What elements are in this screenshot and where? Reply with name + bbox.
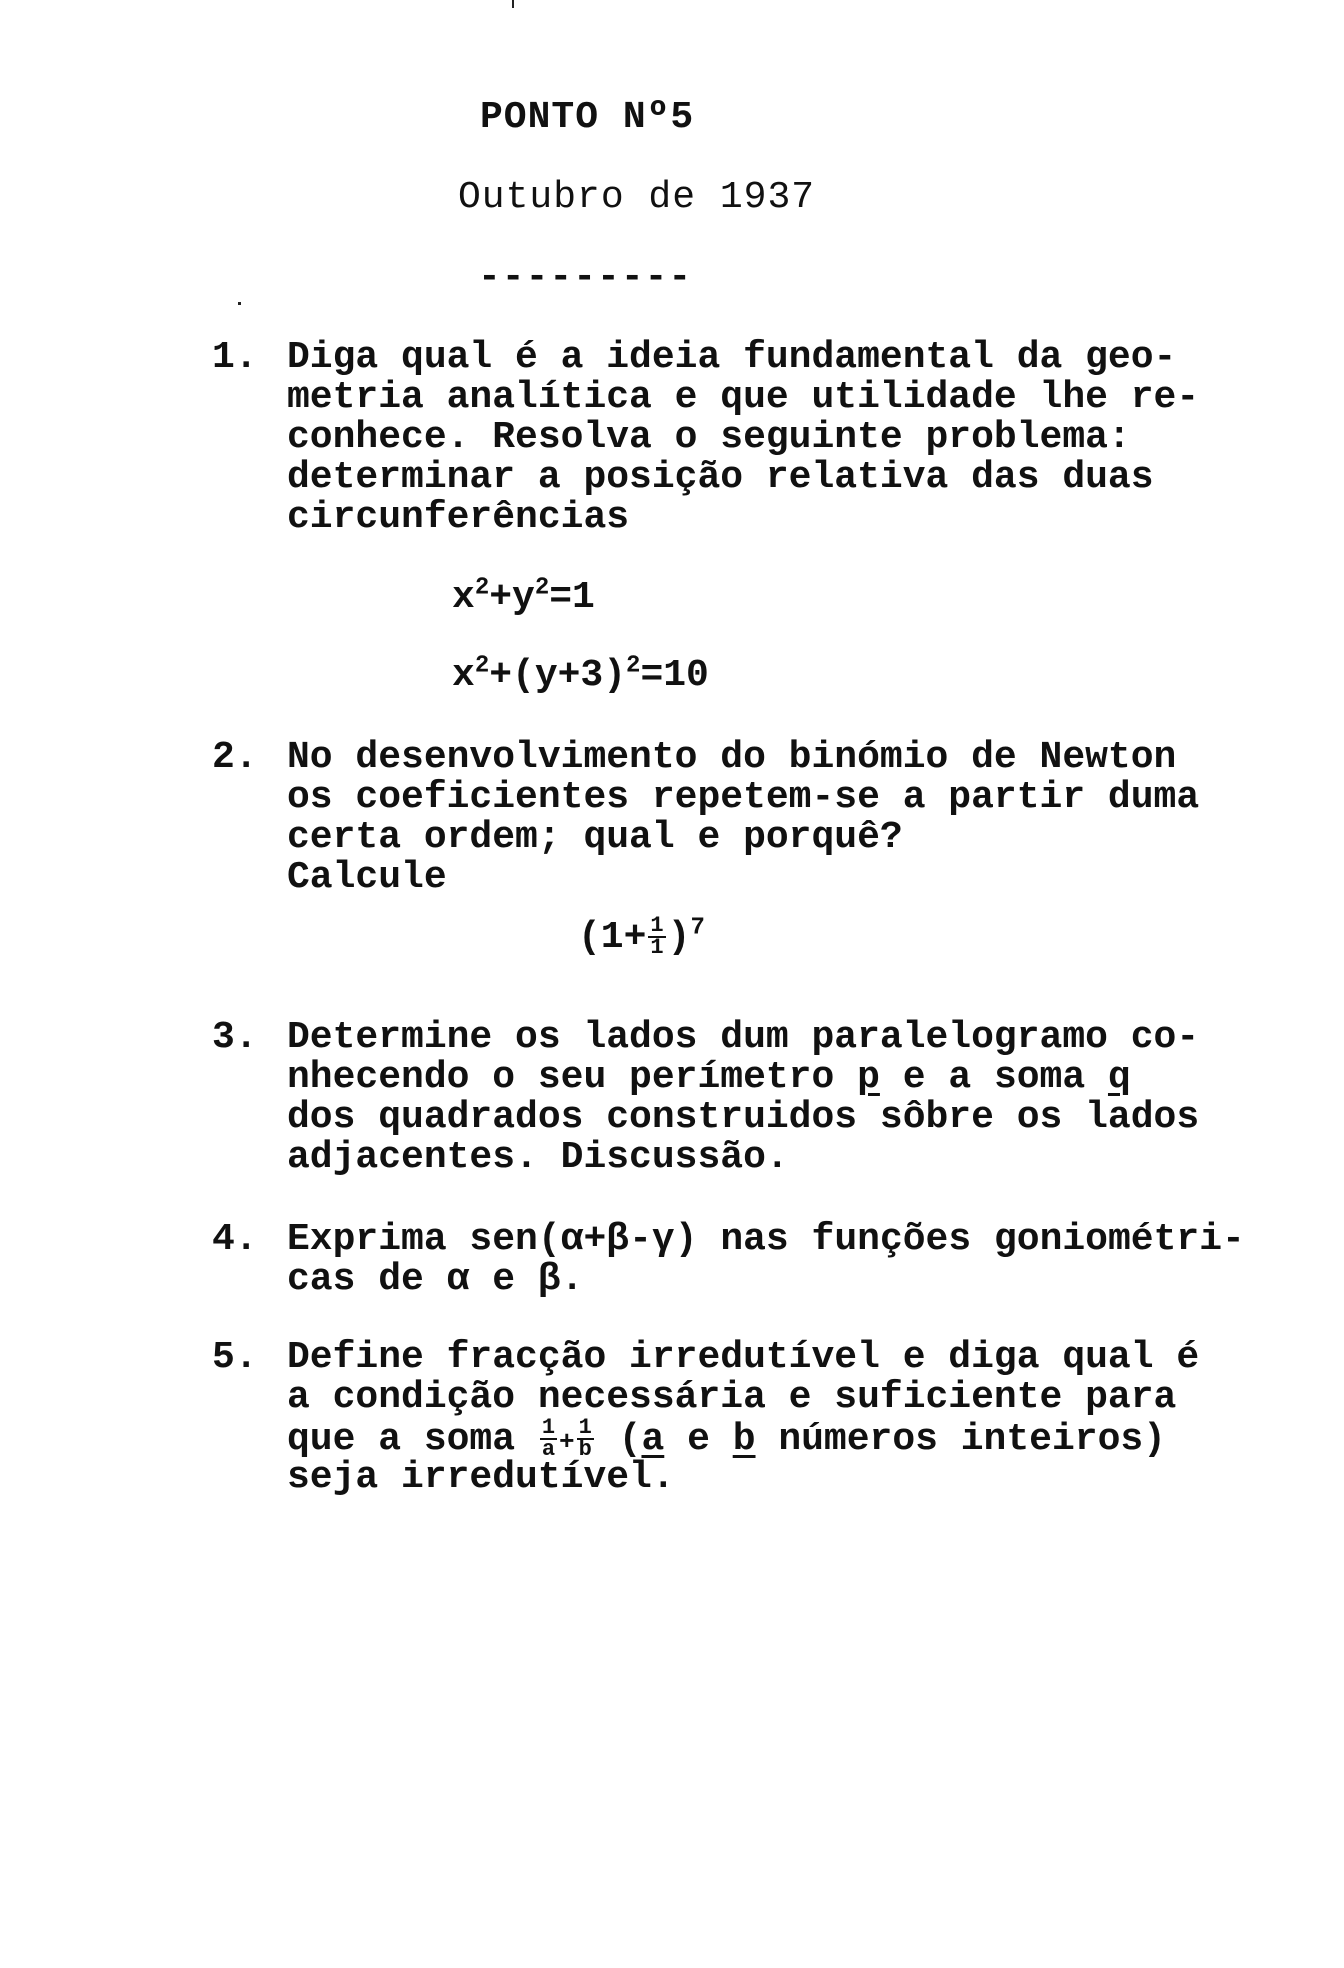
question-5-line-4: seja irredutível. xyxy=(287,1456,675,1499)
question-3-line-4: adjacentes. Discussão. xyxy=(287,1136,789,1179)
scan-mark xyxy=(238,302,241,305)
question-1-line-5: circunferências xyxy=(287,496,630,539)
binomial-fraction: $\frac{1}{1}$ xyxy=(650,913,664,960)
question-2-number: 2. xyxy=(212,736,258,779)
binomial-expression: (1+ $\frac{1}{1}$ )$^7$ xyxy=(578,913,705,960)
question-3-number: 3. xyxy=(212,1016,258,1059)
question-4-line-2: cas de α e β. xyxy=(287,1258,584,1301)
question-4-line-1: Exprima sen(α+β-γ) nas funções goniométri- xyxy=(287,1218,1245,1261)
fraction-one-over-a: $\frac{1}{a}$ xyxy=(541,1415,556,1462)
variable-b: b xyxy=(732,1418,756,1462)
question-4-number: 4. xyxy=(212,1218,258,1261)
question-3-line-2: nhecendo o seu perímetro p e a soma q xyxy=(287,1056,1131,1099)
question-1-line-2: metria analítica e que utilidade lhe re- xyxy=(287,376,1200,419)
question-3-line-3: dos quadrados construidos sôbre os lados xyxy=(287,1096,1200,1139)
question-5-line-3: que a soma $\frac{1}{a}$ + $\frac{1}{b}$ (a e b números inteiros) xyxy=(287,1415,1166,1462)
gamma-symbol: γ xyxy=(651,1218,675,1261)
scan-mark xyxy=(512,0,514,8)
question-1-line-4: determinar a posição relativa das duas xyxy=(287,456,1154,499)
fraction-one-over-b: $\frac{1}{b}$ xyxy=(578,1415,592,1462)
equation-circle-1: $x^2+y^2=1$ xyxy=(452,574,595,619)
question-3-line-1: Determine os lados dum paralelogramo co- xyxy=(287,1016,1200,1059)
question-5-line-1: Define fracção irredutível e diga qual é xyxy=(287,1336,1200,1379)
variable-a: a xyxy=(641,1418,665,1462)
question-1-line-1: Diga qual é a ideia fundamental da geo- xyxy=(287,336,1177,379)
header-rule: --------- xyxy=(478,256,693,299)
question-5-line-2: a condição necessária e suficiente para xyxy=(287,1376,1177,1419)
question-2-line-1: No desenvolvimento do binómio de Newton xyxy=(287,736,1177,779)
question-5-number: 5. xyxy=(212,1336,258,1379)
equation-circle-2: $x^2+(y+3)^2=10$ xyxy=(452,652,709,697)
question-2-line-4: Calcule xyxy=(287,856,447,899)
page-title: PONTO Nº5 xyxy=(480,96,695,139)
alpha-symbol: α xyxy=(560,1218,584,1261)
exam-date: Outubro de 1937 xyxy=(458,176,816,219)
variable-q: q xyxy=(1107,1056,1131,1099)
question-1-line-3: conhece. Resolva o seguinte problema: xyxy=(287,416,1131,459)
question-1-number: 1. xyxy=(212,336,258,379)
beta-symbol: β xyxy=(606,1218,630,1261)
question-2-line-2: os coeficientes repetem-se a partir duma xyxy=(287,776,1200,819)
variable-p: p xyxy=(857,1056,880,1099)
question-2-line-3: certa ordem; qual e porquê? xyxy=(287,816,903,859)
